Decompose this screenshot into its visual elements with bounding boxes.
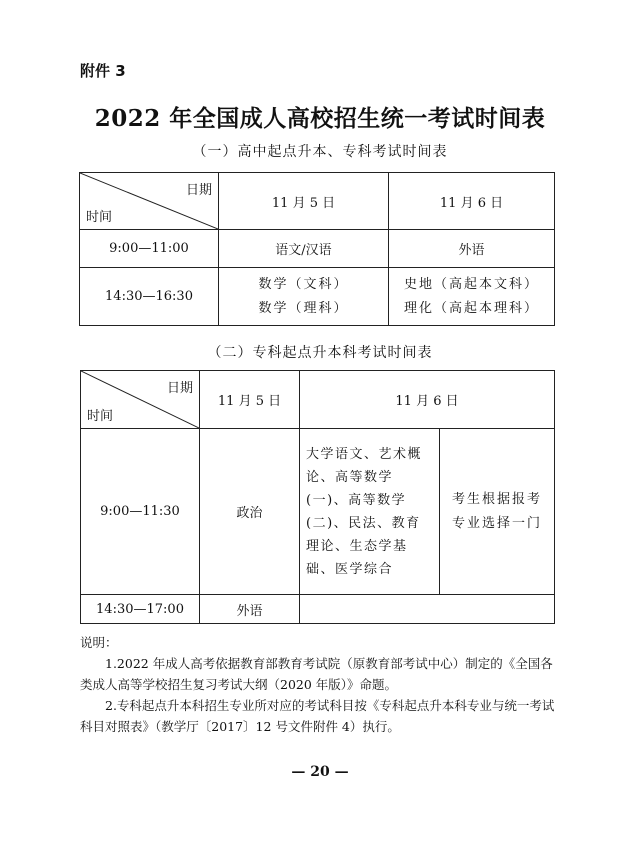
table2-row1-time: 9:00—11:30 (81, 429, 200, 595)
schedule-table-2 (80, 370, 555, 624)
table2-row2-day2 (300, 595, 555, 624)
table2-col-day1: 11 月 5 日 (200, 371, 300, 429)
subject-math-arts: 数学（文科） (258, 276, 349, 292)
table1-row1-time: 9:00—11:00 (80, 230, 219, 268)
notes-section (80, 632, 562, 737)
table2-row2-time: 14:30—17:00 (81, 595, 200, 624)
header-date-label: 日期 (185, 183, 212, 198)
table2-col-day2: 11 月 6 日 (300, 371, 555, 429)
header-time-label: 时间 (86, 210, 113, 225)
table1-row2-day1 (219, 268, 389, 326)
table1-row2-day2 (389, 268, 555, 326)
table1-header-corner (80, 173, 219, 230)
table2-row1-day1: 政治 (200, 429, 300, 595)
table2-row1-note: 考生根据报考专业选择一门 (440, 429, 555, 595)
table2-row2-day1: 外语 (200, 595, 300, 624)
table2-row1-subjects: 大学语文、艺术概论、高等数学(一)、高等数学(二)、民法、教育理论、生态学基础、医学综合 (300, 429, 440, 595)
table1-subtitle: （一）高中起点升本、专科考试时间表 (192, 144, 448, 160)
table1-col-day1: 11 月 5 日 (219, 173, 389, 230)
subject-physics-chem: 理化（高起本理科） (403, 300, 539, 316)
table2-subtitle: （二）专科起点升本科考试时间表 (207, 345, 433, 361)
schedule-table-1 (79, 172, 555, 326)
header-date-label: 日期 (166, 381, 193, 396)
subject-history-geo: 史地（高起本文科） (403, 276, 539, 292)
table1-col-day2: 11 月 6 日 (389, 173, 555, 230)
table1-row2-time: 14:30—16:30 (80, 268, 219, 326)
table2-header-corner (81, 371, 200, 429)
page-number: — 20 — (291, 764, 349, 780)
note-item-1: 1.2022 年成人高考依据教育部教育考试院（原教育部考试中心）制定的《全国各类成人高等学校招生复习考试大纲（2020 年版）》命题。 (80, 656, 553, 692)
subject-math-science: 数学（理科） (258, 300, 349, 316)
attachment-label: 附件 3 (80, 62, 126, 80)
table1-row1-day2: 外语 (389, 230, 555, 268)
note-item-2: 2.专科起点升本科招生专业所对应的考试科目按《专科起点升本科专业与统一考试科目对照表》（教学厅〔2017〕12 号文件附件 4）执行。 (80, 698, 555, 734)
notes-heading: 说明： (80, 635, 118, 650)
header-time-label: 时间 (87, 409, 114, 424)
table1-row1-day1: 语文/汉语 (219, 230, 389, 268)
page-title: 2022 年全国成人高校招生统一考试时间表 (94, 105, 546, 132)
